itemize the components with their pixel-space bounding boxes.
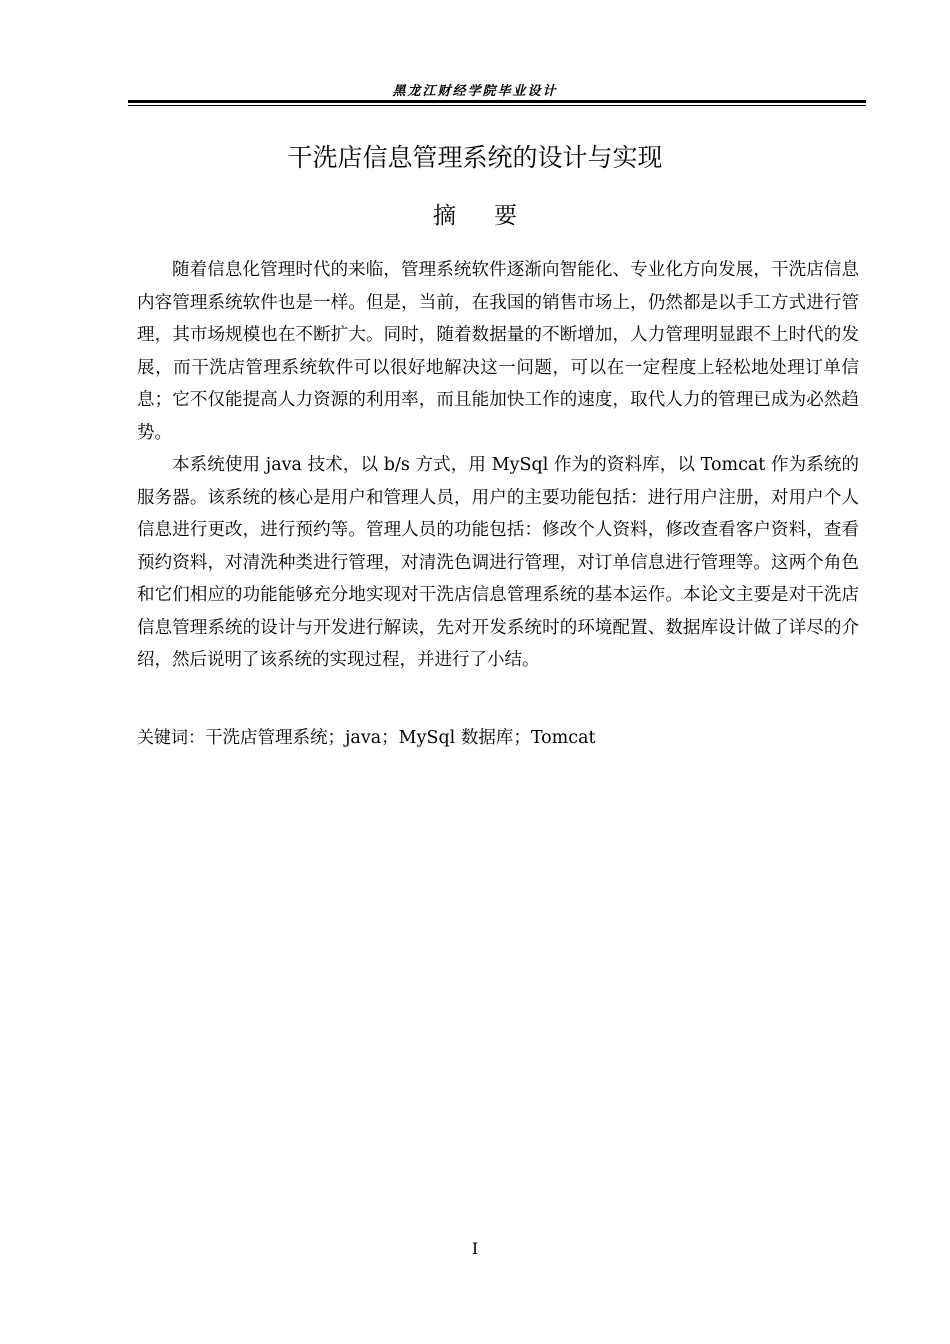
- page-number: I: [471, 1239, 479, 1258]
- abstract-paragraph-1: 随着信息化管理时代的来临，管理系统软件逐渐向智能化、专业化方向发展，干洗店信息内容管理系统软件也是一样。但是，当前，在我国的销售市场上，仍然都是以手工方式进行管理，其市场规模也在不断扩大。同时，随着数据量的不断增加，人力管理明显跟不上时代的发展，而干洗店管理系统软件可以很好地解决这一问题，可以在一定程度上轻松地处理订单信息；它不仅能提高人力资源的利用率，而且能加快工作的速度，取代人力的管理已成为必然趋势。: [137, 260, 859, 443]
- thesis-title: 干洗店信息管理系统的设计与实现: [287, 143, 663, 172]
- abstract-body: [137, 254, 859, 677]
- abstract-heading: 摘要: [433, 203, 555, 229]
- header-rule-thick: [128, 100, 866, 103]
- abstract-paragraph-2: 本系统使用 java 技术，以 b/s 方式，用 MySql 作为的资料库，以 Tomcat 作为系统的服务器。该系统的核心是用户和管理人员，用户的主要功能包括：进行用户注册，对用户个人信息进行更改，进行预约等。管理人员的功能包括：修改个人资料，修改查看客户资料，查看预约资料，对清洗种类进行管理，对清洗色调进行管理，对订单信息进行管理等。这两个角色和它们相应的功能能够充分地实现对干洗店信息管理系统的基本运作。本论文主要是对干洗店信息管理系统的设计与开发进行解读，先对开发系统时的环境配置、数据库设计做了详尽的介绍，然后说明了该系统的实现过程，并进行了小结。: [137, 455, 859, 670]
- running-header: 黑龙江财经学院毕业设计: [392, 84, 558, 99]
- keywords-line: [137, 722, 859, 754]
- keywords-value: 干洗店管理系统；java；MySql 数据库；Tomcat: [205, 728, 596, 748]
- header-rule-thin: [128, 105, 866, 106]
- keywords-label: 关键词：: [137, 728, 205, 748]
